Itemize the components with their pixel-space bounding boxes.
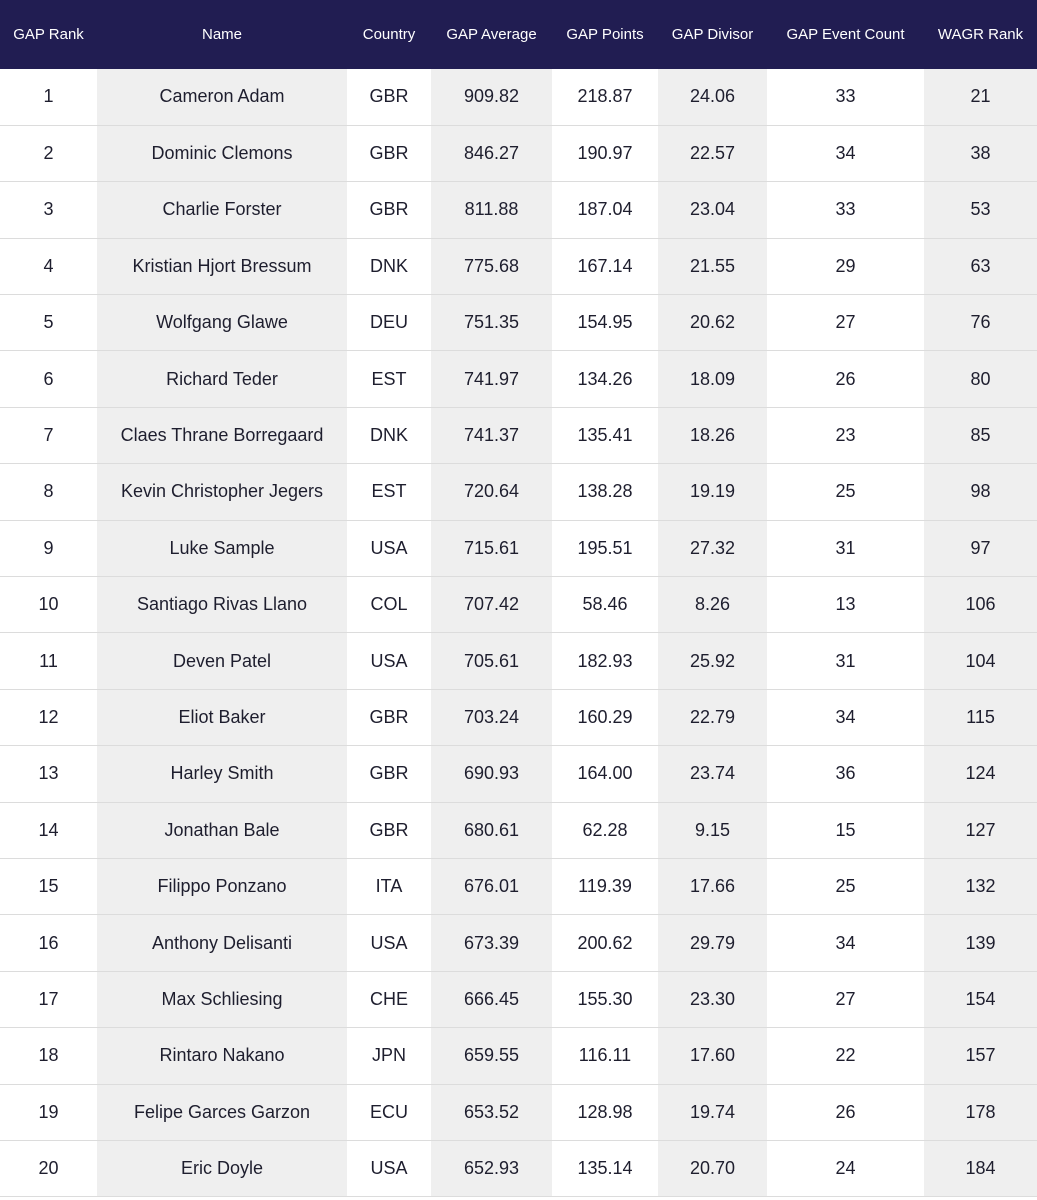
country-cell: GBR	[347, 802, 431, 858]
name-cell: Max Schliesing	[97, 971, 347, 1027]
gap-points-cell: 167.14	[552, 238, 658, 294]
country-cell: USA	[347, 1140, 431, 1196]
table-row	[0, 746, 1037, 802]
table-row	[0, 295, 1037, 351]
wagr-rank-cell: 106	[924, 577, 1037, 633]
name-cell: Luke Sample	[97, 520, 347, 576]
header-gap-rank[interactable]: GAP Rank	[13, 26, 84, 43]
event-count-cell: 27	[767, 971, 924, 1027]
table-row	[0, 351, 1037, 407]
header-gap-divisor[interactable]: GAP Divisor	[671, 26, 754, 43]
header-gap-points[interactable]: GAP Points	[566, 26, 644, 43]
gap-average-cell: 705.61	[431, 633, 552, 689]
country-cell: ECU	[347, 1084, 431, 1140]
table-row	[0, 858, 1037, 914]
name-cell: Deven Patel	[97, 633, 347, 689]
country-cell: CHE	[347, 971, 431, 1027]
event-count-cell: 34	[767, 689, 924, 745]
rank-cell: 6	[0, 351, 97, 407]
event-count-cell: 22	[767, 1028, 924, 1084]
event-count-cell: 34	[767, 125, 924, 181]
country-cell: GBR	[347, 125, 431, 181]
name-cell: Eric Doyle	[97, 1140, 347, 1196]
table-row	[0, 802, 1037, 858]
wagr-rank-cell: 21	[924, 69, 1037, 125]
name-cell: Kristian Hjort Bressum	[97, 238, 347, 294]
event-count-cell: 24	[767, 1140, 924, 1196]
name-cell: Felipe Garces Garzon	[97, 1084, 347, 1140]
gap-points-cell: 160.29	[552, 689, 658, 745]
table-row	[0, 971, 1037, 1027]
event-count-cell: 25	[767, 858, 924, 914]
table-row	[0, 689, 1037, 745]
wagr-rank-cell: 76	[924, 295, 1037, 351]
rank-cell: 18	[0, 1028, 97, 1084]
table-row	[0, 520, 1037, 576]
event-count-cell: 31	[767, 633, 924, 689]
country-cell: GBR	[347, 69, 431, 125]
wagr-rank-cell: 132	[924, 858, 1037, 914]
table-row	[0, 69, 1037, 125]
name-cell: Richard Teder	[97, 351, 347, 407]
gap-divisor-cell: 17.60	[658, 1028, 767, 1084]
wagr-rank-cell: 53	[924, 182, 1037, 238]
gap-points-cell: 155.30	[552, 971, 658, 1027]
table-row	[0, 1084, 1037, 1140]
name-cell: Filippo Ponzano	[97, 858, 347, 914]
country-cell: EST	[347, 351, 431, 407]
wagr-rank-cell: 63	[924, 238, 1037, 294]
event-count-cell: 13	[767, 577, 924, 633]
header-wagr-rank[interactable]: WAGR Rank	[937, 26, 1024, 43]
gap-average-cell: 715.61	[431, 520, 552, 576]
gap-divisor-cell: 23.30	[658, 971, 767, 1027]
rank-cell: 19	[0, 1084, 97, 1140]
country-cell: DNK	[347, 238, 431, 294]
name-cell: Jonathan Bale	[97, 802, 347, 858]
event-count-cell: 15	[767, 802, 924, 858]
name-cell: Kevin Christopher Jegers	[97, 464, 347, 520]
gap-points-cell: 135.41	[552, 407, 658, 463]
gap-points-cell: 218.87	[552, 69, 658, 125]
wagr-rank-cell: 104	[924, 633, 1037, 689]
rank-cell: 12	[0, 689, 97, 745]
event-count-cell: 31	[767, 520, 924, 576]
gap-points-cell: 62.28	[552, 802, 658, 858]
gap-divisor-cell: 23.74	[658, 746, 767, 802]
name-cell: Eliot Baker	[97, 689, 347, 745]
name-cell: Charlie Forster	[97, 182, 347, 238]
gap-points-cell: 182.93	[552, 633, 658, 689]
rank-cell: 4	[0, 238, 97, 294]
table-row	[0, 407, 1037, 463]
gap-divisor-cell: 18.26	[658, 407, 767, 463]
wagr-rank-cell: 184	[924, 1140, 1037, 1196]
event-count-cell: 34	[767, 915, 924, 971]
header-country[interactable]: Country	[362, 26, 416, 43]
rank-cell: 8	[0, 464, 97, 520]
gap-divisor-cell: 9.15	[658, 802, 767, 858]
name-cell: Rintaro Nakano	[97, 1028, 347, 1084]
country-cell: COL	[347, 577, 431, 633]
country-cell: USA	[347, 520, 431, 576]
country-cell: GBR	[347, 746, 431, 802]
country-cell: JPN	[347, 1028, 431, 1084]
gap-points-cell: 58.46	[552, 577, 658, 633]
gap-average-cell: 653.52	[431, 1084, 552, 1140]
event-count-cell: 27	[767, 295, 924, 351]
country-cell: EST	[347, 464, 431, 520]
rank-cell: 16	[0, 915, 97, 971]
country-cell: DNK	[347, 407, 431, 463]
gap-average-cell: 652.93	[431, 1140, 552, 1196]
table-row	[0, 1028, 1037, 1084]
rank-cell: 9	[0, 520, 97, 576]
table-body	[0, 69, 1037, 1197]
country-cell: USA	[347, 915, 431, 971]
gap-points-cell: 135.14	[552, 1140, 658, 1196]
gap-average-cell: 676.01	[431, 858, 552, 914]
event-count-cell: 33	[767, 182, 924, 238]
gap-points-cell: 128.98	[552, 1084, 658, 1140]
gap-divisor-cell: 29.79	[658, 915, 767, 971]
header-name[interactable]: Name	[201, 26, 242, 43]
gap-divisor-cell: 27.32	[658, 520, 767, 576]
name-cell: Santiago Rivas Llano	[97, 577, 347, 633]
rank-cell: 13	[0, 746, 97, 802]
gap-average-cell: 775.68	[431, 238, 552, 294]
rank-cell: 10	[0, 577, 97, 633]
gap-average-cell: 846.27	[431, 125, 552, 181]
wagr-rank-cell: 97	[924, 520, 1037, 576]
table-row	[0, 577, 1037, 633]
gap-average-cell: 707.42	[431, 577, 552, 633]
wagr-rank-cell: 154	[924, 971, 1037, 1027]
wagr-rank-cell: 157	[924, 1028, 1037, 1084]
event-count-cell: 25	[767, 464, 924, 520]
rank-cell: 3	[0, 182, 97, 238]
wagr-rank-cell: 80	[924, 351, 1037, 407]
event-count-cell: 36	[767, 746, 924, 802]
rank-cell: 7	[0, 407, 97, 463]
country-cell: GBR	[347, 182, 431, 238]
wagr-rank-cell: 38	[924, 125, 1037, 181]
wagr-rank-cell: 127	[924, 802, 1037, 858]
gap-divisor-cell: 18.09	[658, 351, 767, 407]
gap-divisor-cell: 8.26	[658, 577, 767, 633]
wagr-rank-cell: 85	[924, 407, 1037, 463]
gap-divisor-cell: 24.06	[658, 69, 767, 125]
gap-divisor-cell: 20.70	[658, 1140, 767, 1196]
gap-average-cell: 673.39	[431, 915, 552, 971]
wagr-rank-cell: 139	[924, 915, 1037, 971]
rank-cell: 1	[0, 69, 97, 125]
wagr-rank-cell: 98	[924, 464, 1037, 520]
name-cell: Wolfgang Glawe	[97, 295, 347, 351]
gap-divisor-cell: 19.74	[658, 1084, 767, 1140]
gap-points-cell: 187.04	[552, 182, 658, 238]
country-cell: USA	[347, 633, 431, 689]
table-row	[0, 125, 1037, 181]
gap-points-cell: 138.28	[552, 464, 658, 520]
gap-points-cell: 116.11	[552, 1028, 658, 1084]
rank-cell: 15	[0, 858, 97, 914]
rank-cell: 11	[0, 633, 97, 689]
name-cell: Harley Smith	[97, 746, 347, 802]
table-row	[0, 182, 1037, 238]
table-header	[0, 0, 1037, 69]
gap-divisor-cell: 22.79	[658, 689, 767, 745]
event-count-cell: 33	[767, 69, 924, 125]
gap-divisor-cell: 17.66	[658, 858, 767, 914]
header-row	[0, 0, 1037, 69]
gap-average-cell: 703.24	[431, 689, 552, 745]
name-cell: Anthony Delisanti	[97, 915, 347, 971]
name-cell: Dominic Clemons	[97, 125, 347, 181]
event-count-cell: 26	[767, 1084, 924, 1140]
gap-divisor-cell: 19.19	[658, 464, 767, 520]
header-gap-event-count[interactable]: GAP Event Count	[786, 26, 905, 43]
gap-points-cell: 190.97	[552, 125, 658, 181]
wagr-rank-cell: 178	[924, 1084, 1037, 1140]
rank-cell: 20	[0, 1140, 97, 1196]
gap-average-cell: 690.93	[431, 746, 552, 802]
name-cell: Cameron Adam	[97, 69, 347, 125]
gap-average-cell: 909.82	[431, 69, 552, 125]
gap-average-cell: 811.88	[431, 182, 552, 238]
gap-points-cell: 154.95	[552, 295, 658, 351]
gap-points-cell: 164.00	[552, 746, 658, 802]
country-cell: DEU	[347, 295, 431, 351]
event-count-cell: 23	[767, 407, 924, 463]
rank-cell: 17	[0, 971, 97, 1027]
gap-divisor-cell: 21.55	[658, 238, 767, 294]
gap-average-cell: 741.37	[431, 407, 552, 463]
gap-points-cell: 200.62	[552, 915, 658, 971]
gap-divisor-cell: 25.92	[658, 633, 767, 689]
table-row	[0, 464, 1037, 520]
name-cell: Claes Thrane Borregaard	[97, 407, 347, 463]
event-count-cell: 29	[767, 238, 924, 294]
table-row	[0, 1140, 1037, 1196]
country-cell: GBR	[347, 689, 431, 745]
gap-divisor-cell: 22.57	[658, 125, 767, 181]
rank-cell: 2	[0, 125, 97, 181]
rank-cell: 14	[0, 802, 97, 858]
gap-points-cell: 119.39	[552, 858, 658, 914]
gap-points-cell: 195.51	[552, 520, 658, 576]
table-row	[0, 238, 1037, 294]
wagr-rank-cell: 124	[924, 746, 1037, 802]
table-row	[0, 915, 1037, 971]
gap-points-cell: 134.26	[552, 351, 658, 407]
gap-average-cell: 666.45	[431, 971, 552, 1027]
gap-average-cell: 680.61	[431, 802, 552, 858]
gap-average-cell: 720.64	[431, 464, 552, 520]
gap-divisor-cell: 20.62	[658, 295, 767, 351]
gap-average-cell: 659.55	[431, 1028, 552, 1084]
country-cell: ITA	[347, 858, 431, 914]
rank-cell: 5	[0, 295, 97, 351]
wagr-rank-cell: 115	[924, 689, 1037, 745]
gap-average-cell: 751.35	[431, 295, 552, 351]
gap-average-cell: 741.97	[431, 351, 552, 407]
header-gap-average[interactable]: GAP Average	[446, 26, 537, 43]
table-row	[0, 633, 1037, 689]
event-count-cell: 26	[767, 351, 924, 407]
gap-divisor-cell: 23.04	[658, 182, 767, 238]
